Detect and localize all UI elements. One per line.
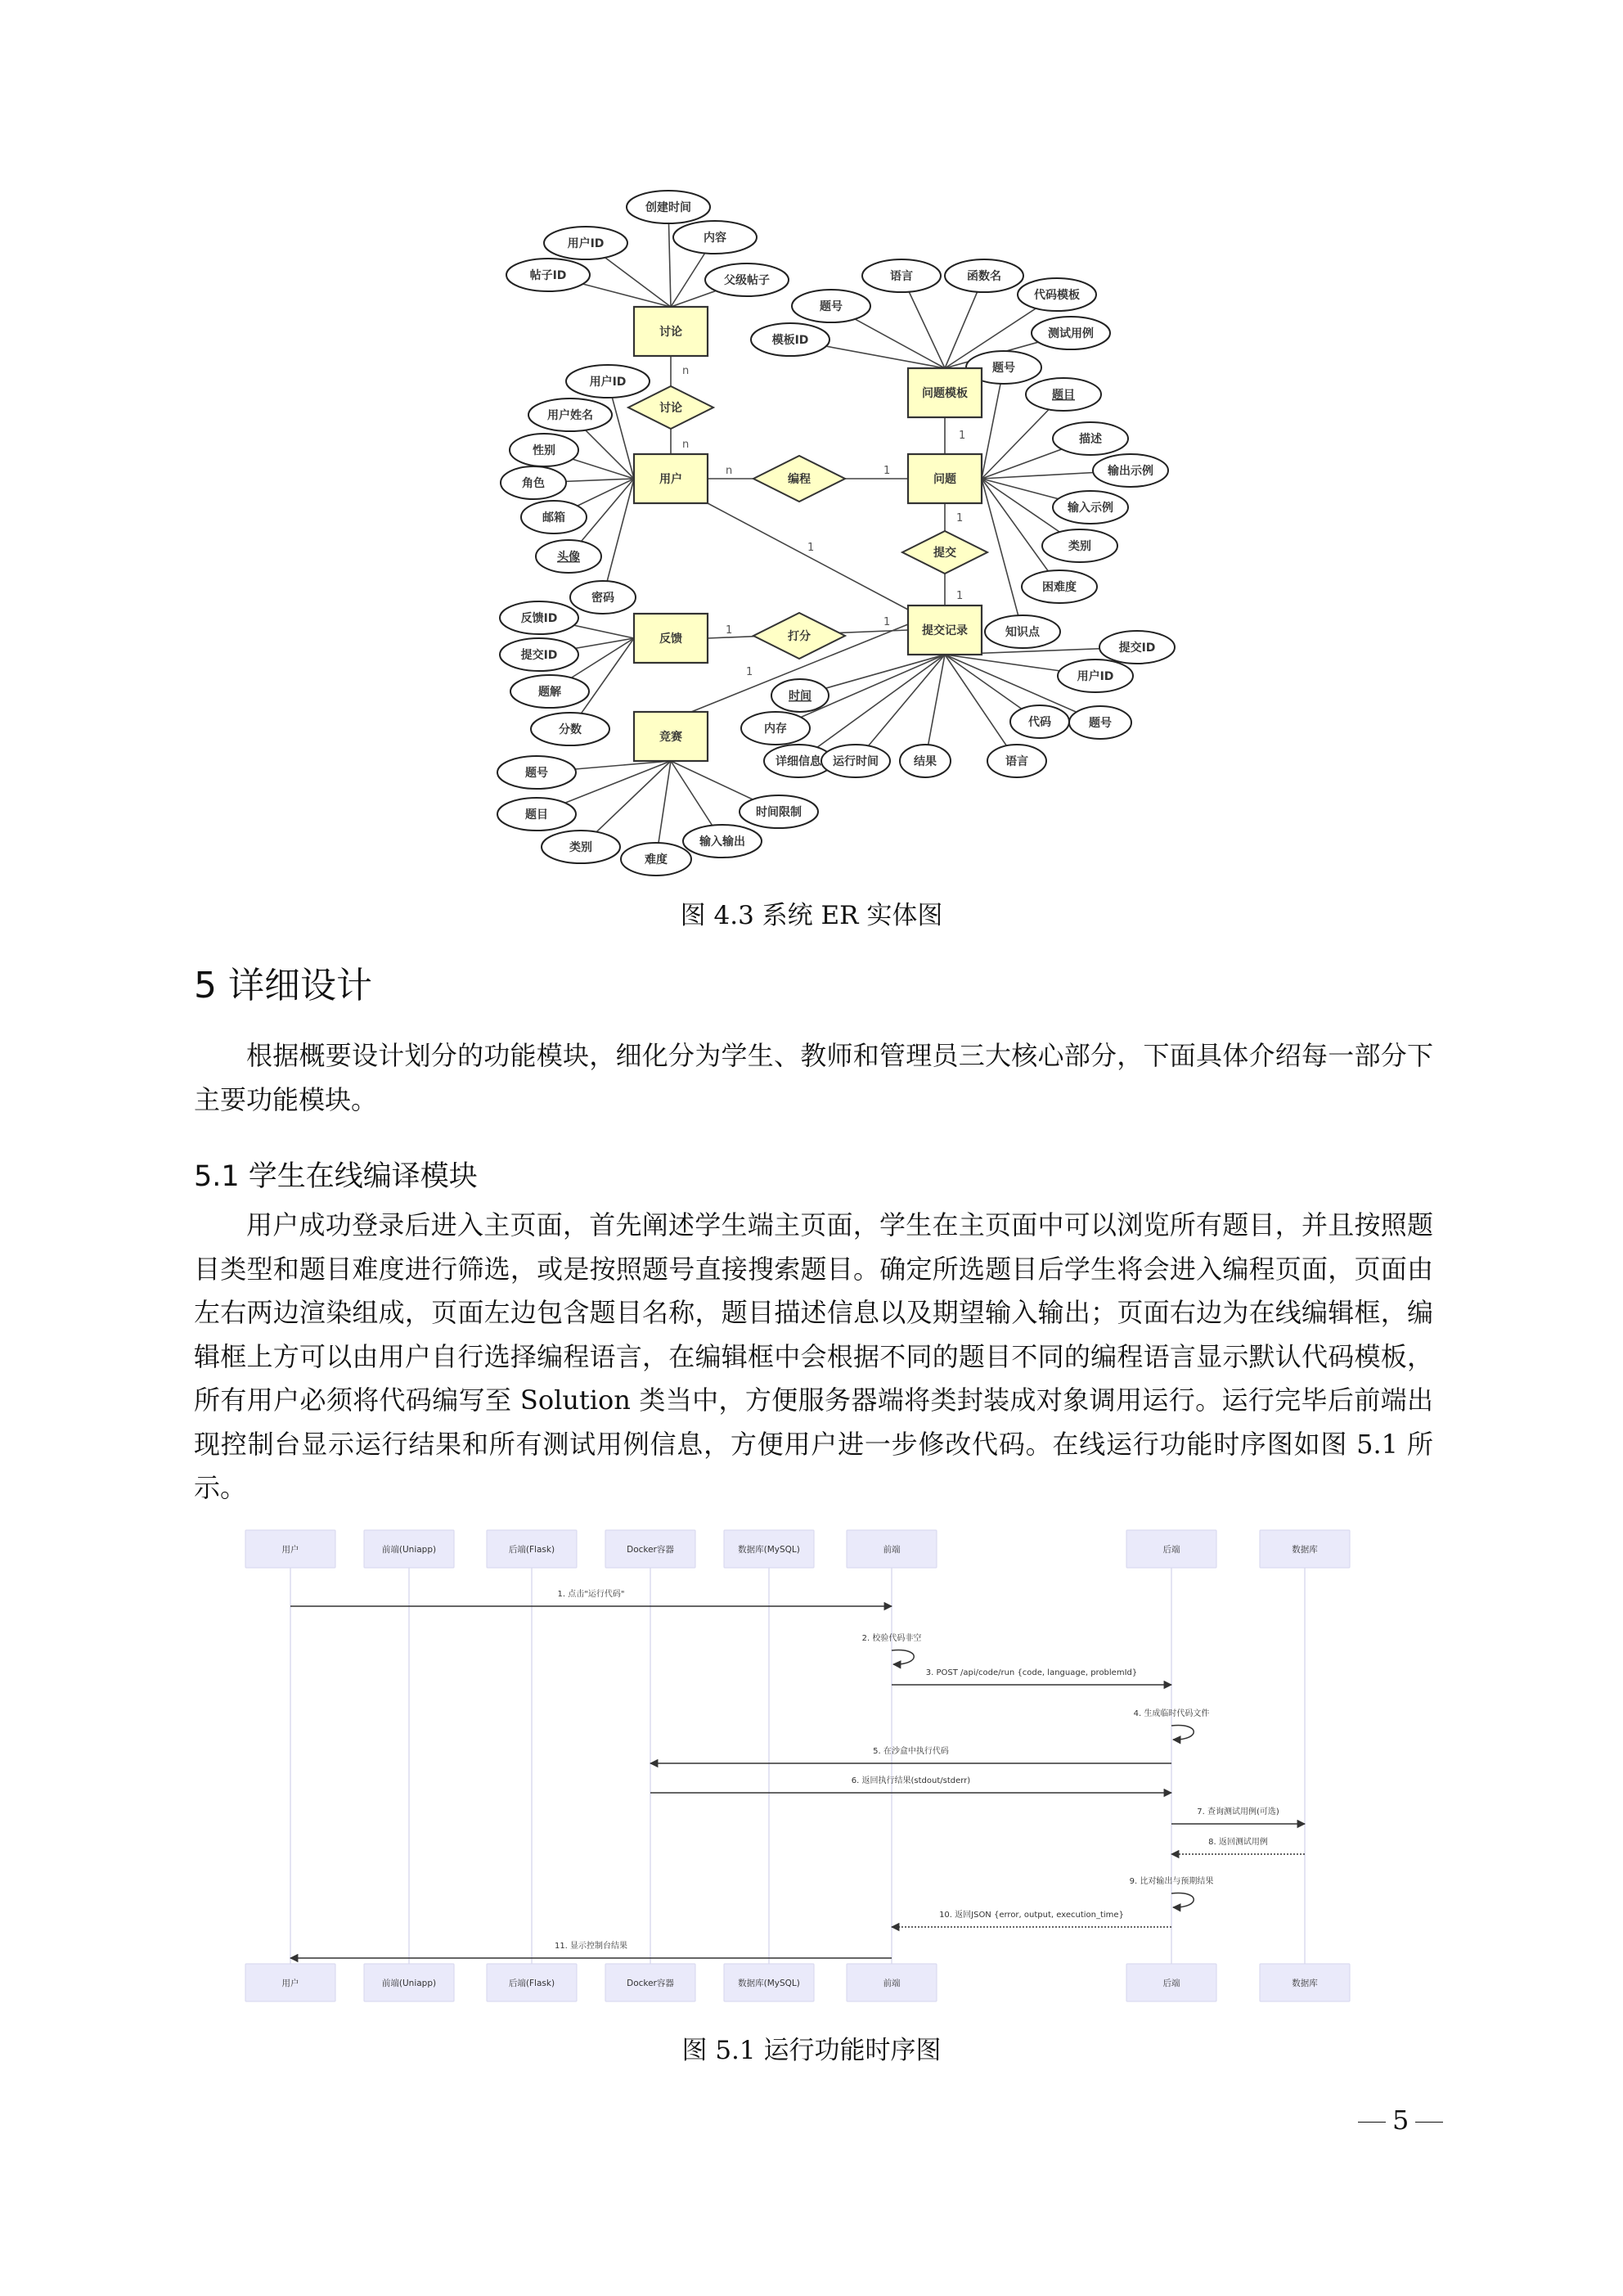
cardinality-label: 1 xyxy=(883,616,891,628)
attribute-label: 内容 xyxy=(704,232,726,245)
attribute-user xyxy=(570,581,636,614)
attribute-label: 用户姓名 xyxy=(547,409,593,422)
message-11 xyxy=(290,1940,892,1958)
attribute-template xyxy=(1018,278,1096,311)
attribute-label: 测试用例 xyxy=(1048,327,1094,340)
message-label: 4. 生成临时代码文件 xyxy=(1133,1709,1210,1718)
attribute-record xyxy=(1099,631,1175,664)
cardinality-label: 1 xyxy=(956,590,964,602)
participant-bottom xyxy=(245,1964,335,2001)
attribute-label: 语言 xyxy=(890,270,913,283)
attribute-user xyxy=(528,398,612,431)
self-arrow xyxy=(892,1650,914,1665)
participant-top xyxy=(847,1530,937,1568)
participant-label: 后端 xyxy=(1162,1979,1180,1988)
message-6 xyxy=(650,1775,1171,1793)
attribute-template xyxy=(1032,317,1110,349)
message-label: 8. 返回测试用例 xyxy=(1208,1838,1268,1847)
page-number xyxy=(1351,2105,1450,2136)
cardinality-label: 1 xyxy=(746,666,753,678)
attribute-label: 题号 xyxy=(1089,717,1112,730)
message-1 xyxy=(290,1588,892,1606)
attribute-discuss xyxy=(544,227,627,259)
participant-label: 用户 xyxy=(281,1979,299,1988)
entity-label: 用户 xyxy=(659,473,682,486)
er-shapes xyxy=(497,191,1175,876)
participant-top xyxy=(245,1530,335,1568)
participant-label: 数据库 xyxy=(1292,1979,1318,1988)
participant-label: 数据库(MySQL) xyxy=(738,1545,800,1555)
attribute-label: 题号 xyxy=(820,300,843,313)
participant-label: Docker容器 xyxy=(627,1979,674,1988)
participant-label: 用户 xyxy=(281,1545,299,1555)
attribute-template xyxy=(945,259,1023,292)
attribute-discuss xyxy=(627,191,710,223)
attribute-label: 题号 xyxy=(525,767,548,780)
participant-top xyxy=(364,1530,454,1568)
attribute-problem xyxy=(1053,422,1128,455)
entity-user xyxy=(634,454,708,503)
cardinality-label: n xyxy=(682,365,690,377)
participant-label: 前端(Uniapp) xyxy=(381,1545,437,1555)
attribute-discuss xyxy=(705,263,789,296)
attribute-label: 输入示例 xyxy=(1068,502,1113,515)
attribute-user xyxy=(536,540,601,573)
attribute-template xyxy=(792,290,870,322)
attribute-contest xyxy=(740,795,818,828)
message-label: 2. 校验代码非空 xyxy=(861,1634,922,1643)
attribute-label: 用户ID xyxy=(567,237,605,250)
message-label: 1. 点击"运行代码" xyxy=(557,1590,625,1599)
cardinality-label: 1 xyxy=(956,512,964,524)
entity-feedback xyxy=(634,614,708,663)
attribute-label: 反馈ID xyxy=(520,612,558,625)
participant-label: 前端 xyxy=(883,1545,901,1555)
attribute-label: 用户ID xyxy=(1077,670,1114,683)
participant-label: 数据库 xyxy=(1292,1545,1318,1555)
attribute-label: 时间限制 xyxy=(756,806,802,819)
participant-label: 前端(Uniapp) xyxy=(381,1979,437,1988)
participant-top xyxy=(487,1530,577,1568)
self-arrow xyxy=(1171,1726,1194,1740)
attribute-problem xyxy=(1053,491,1128,524)
attribute-link xyxy=(982,479,1023,632)
attribute-label: 困难度 xyxy=(1042,581,1077,594)
message-3 xyxy=(892,1668,1171,1685)
attribute-problem xyxy=(1042,529,1117,562)
attribute-label: 描述 xyxy=(1079,433,1102,446)
attribute-label: 创建时间 xyxy=(645,201,691,214)
attribute-contest xyxy=(621,843,691,876)
attribute-discuss xyxy=(673,221,757,254)
figure-4-3-caption: 图 4.3 系统 ER 实体图 xyxy=(680,901,943,930)
attribute-label: 内存 xyxy=(764,723,787,736)
participant-bottom xyxy=(364,1964,454,2001)
attribute-problem xyxy=(1026,378,1101,411)
direct-link xyxy=(708,503,908,610)
message-label: 10. 返回JSON {error, output, execution_time} xyxy=(939,1911,1124,1920)
message-label: 11. 显示控制台结果 xyxy=(554,1942,628,1951)
entity-label: 反馈 xyxy=(659,633,682,646)
participant-label: 后端(Flask) xyxy=(508,1545,555,1555)
cardinality-label: n xyxy=(726,465,733,477)
message-label: 5. 在沙盒中执行代码 xyxy=(873,1747,949,1756)
attribute-contest xyxy=(683,825,762,858)
entity-label: 竞赛 xyxy=(659,731,682,744)
attribute-record xyxy=(1069,706,1131,739)
attribute-label: 语言 xyxy=(1005,755,1028,768)
attribute-discuss xyxy=(506,259,590,291)
participant-bottom xyxy=(847,1964,937,2001)
attribute-contest xyxy=(542,831,620,863)
section-5-1-body: 用户成功登录后进入主页面，首先阐述学生端主页面，学生在主页面中可以浏览所有题目，并且按照题目类型和题目难度进行筛选，或是按照题号直接搜索题目。确定所选题目后学生将会进入编程页面，页面由左右两边渲染组成，页面左边包含题目名称，题目描述信息以及期望输入输出；页面右边为在线编辑框，编辑框上方可以由用户自行选择编程语言，在编辑框中会根据不同的题目不同的编程语言显示默认代码模板，所有用户必须将代码编写至 Solution 类当中，方便服务器端将类封装成对象调用运行。运行完毕后前端出现控制台显示运行结果和所有测试用例信息，方便用户进一步修改代码。在线运行功能时序图如图 5.1 所示。 xyxy=(194,1209,1433,1503)
entity-discuss xyxy=(634,307,708,356)
page-dash-right xyxy=(1415,2122,1443,2123)
attribute-label: 详细信息 xyxy=(776,755,821,768)
attribute-problem xyxy=(985,615,1060,648)
entity-problem xyxy=(908,454,982,503)
attribute-label: 密码 xyxy=(591,592,614,605)
participant-top xyxy=(724,1530,814,1568)
attribute-label: 提交ID xyxy=(520,649,558,662)
attribute-user xyxy=(510,434,578,466)
attribute-feedback xyxy=(531,713,609,745)
attribute-label: 结果 xyxy=(914,755,937,768)
section-5-intro: 根据概要设计划分的功能模块，细化分为学生、教师和管理员三大核心部分，下面具体介绍每一部分下主要功能模块。 xyxy=(194,1040,1433,1115)
attribute-feedback xyxy=(500,638,578,671)
attribute-template xyxy=(862,259,941,292)
participant-label: 后端(Flask) xyxy=(508,1979,555,1988)
attribute-label: 父级帖子 xyxy=(724,274,770,287)
relationship-label: 编程 xyxy=(788,473,811,486)
attribute-user xyxy=(566,365,650,398)
participant-label: Docker容器 xyxy=(627,1545,674,1555)
cardinality-label: n xyxy=(682,439,690,451)
attribute-label: 时间 xyxy=(789,690,812,703)
figure-5-1-caption: 图 5.1 运行功能时序图 xyxy=(681,2036,942,2065)
relationship-label: 提交 xyxy=(933,547,956,560)
attribute-label: 输出示例 xyxy=(1108,465,1153,478)
relationship-label: 打分 xyxy=(788,630,811,643)
attribute-label: 类别 xyxy=(1068,540,1091,553)
attribute-label: 邮箱 xyxy=(542,511,565,524)
cardinality-label: 1 xyxy=(807,542,815,554)
message-label: 6. 返回执行结果(stdout/stderr) xyxy=(851,1776,971,1785)
entity-contest xyxy=(634,712,708,761)
participant-label: 数据库(MySQL) xyxy=(738,1979,800,1988)
attribute-label: 角色 xyxy=(522,477,545,490)
attribute-user xyxy=(501,466,566,499)
sequence-diagram xyxy=(237,1522,1382,2013)
message-label: 7. 查询测试用例(可选) xyxy=(1197,1808,1279,1817)
attribute-contest xyxy=(497,756,576,789)
entity-label: 问题 xyxy=(933,473,956,486)
entity-record xyxy=(908,606,982,655)
attribute-label: 题目 xyxy=(525,808,548,822)
cardinality-label: 1 xyxy=(959,430,966,442)
message-5 xyxy=(650,1745,1171,1763)
attribute-problem xyxy=(1093,454,1168,487)
participant-label: 前端 xyxy=(883,1979,901,1988)
attribute-label: 输入输出 xyxy=(699,835,745,849)
participant-bottom xyxy=(487,1964,577,2001)
attribute-label: 提交ID xyxy=(1118,642,1156,655)
attribute-record xyxy=(987,745,1046,777)
attribute-label: 头像 xyxy=(557,551,580,564)
message-label: 3. POST /api/code/run {code, language, problemId} xyxy=(925,1668,1138,1677)
attribute-feedback xyxy=(500,601,578,634)
attribute-label: 性别 xyxy=(533,444,555,457)
attribute-record xyxy=(821,745,890,777)
er-diagram xyxy=(483,180,1219,892)
attribute-label: 题目 xyxy=(1052,389,1075,402)
message-label: 9. 比对输出与预期结果 xyxy=(1129,1877,1214,1886)
relationship-label: 讨论 xyxy=(659,402,682,415)
entity-label: 提交记录 xyxy=(922,624,968,637)
attribute-label: 用户ID xyxy=(589,376,627,389)
relationship-rel-score xyxy=(726,613,890,659)
attribute-label: 帖子ID xyxy=(529,269,567,282)
attribute-problem xyxy=(1022,570,1097,603)
attribute-label: 题号 xyxy=(992,362,1015,375)
attribute-label: 分数 xyxy=(559,723,582,736)
entity-label: 问题模板 xyxy=(922,387,968,400)
attribute-template xyxy=(751,323,829,356)
attribute-label: 难度 xyxy=(645,853,668,867)
attribute-record xyxy=(1010,705,1069,738)
section-5-heading: 5 详细设计 xyxy=(194,965,372,1006)
attribute-label: 题解 xyxy=(538,686,561,699)
attribute-record xyxy=(741,712,810,745)
cardinality-label: 1 xyxy=(883,465,891,477)
self-arrow xyxy=(1171,1893,1194,1908)
attribute-record xyxy=(771,679,829,712)
page-dash-left xyxy=(1358,2122,1386,2123)
attribute-record xyxy=(900,745,951,777)
attribute-record xyxy=(1058,660,1133,692)
participant-bottom xyxy=(1260,1964,1350,2001)
participant-top xyxy=(1260,1530,1350,1568)
participant-bottom xyxy=(1126,1964,1216,2001)
participant-bottom xyxy=(605,1964,695,2001)
attribute-label: 运行时间 xyxy=(833,755,879,768)
entity-label: 讨论 xyxy=(659,326,682,339)
attribute-label: 代码模板 xyxy=(1034,289,1080,302)
cardinality-label: 1 xyxy=(726,624,733,637)
participant-top xyxy=(1126,1530,1216,1568)
page-number-value: 5 xyxy=(1392,2105,1409,2136)
participant-label: 后端 xyxy=(1162,1545,1180,1555)
attribute-label: 函数名 xyxy=(967,270,1001,283)
attribute-label: 知识点 xyxy=(1005,626,1040,639)
attribute-label: 代码 xyxy=(1028,716,1051,729)
section-5-1-heading: 5.1 学生在线编译模块 xyxy=(194,1160,478,1193)
message-8 xyxy=(1171,1836,1305,1854)
attribute-label: 模板ID xyxy=(771,334,809,347)
message-7 xyxy=(1171,1806,1305,1824)
message-10 xyxy=(892,1910,1171,1927)
attribute-contest xyxy=(497,798,576,831)
entity-template xyxy=(908,368,982,417)
participant-bottom xyxy=(724,1964,814,2001)
participant-top xyxy=(605,1530,695,1568)
attribute-feedback xyxy=(510,675,589,708)
attribute-user xyxy=(521,501,587,533)
attribute-label: 类别 xyxy=(569,841,592,854)
